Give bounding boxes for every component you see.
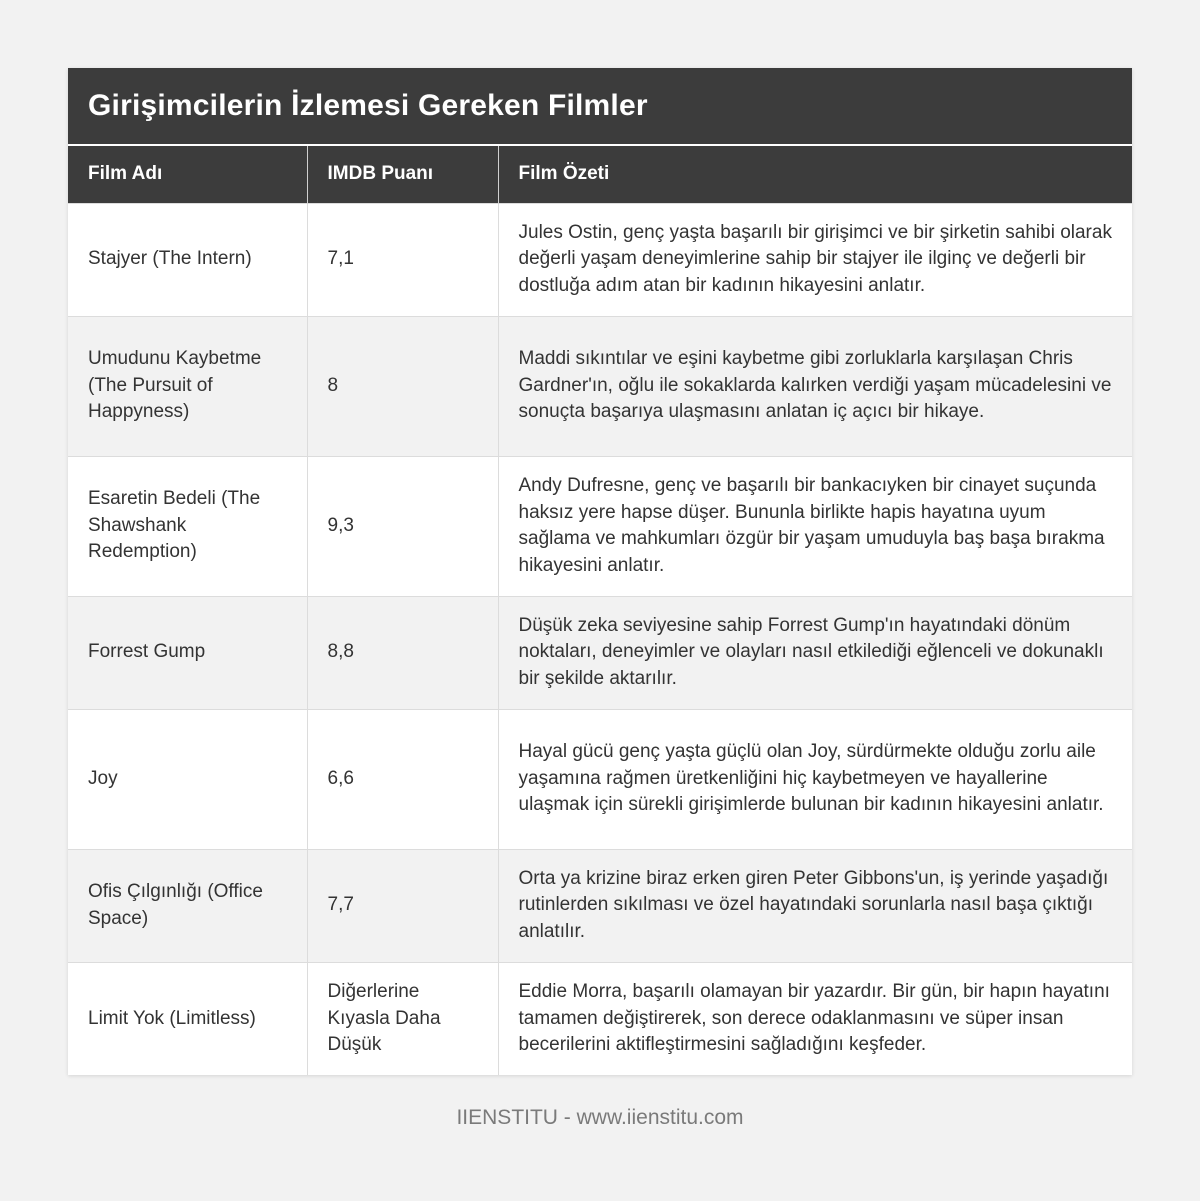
film-name-cell: Limit Yok (Limitless) <box>68 962 307 1075</box>
table-header-row <box>68 145 1132 203</box>
imdb-score-cell: 8 <box>307 316 498 456</box>
imdb-score-cell: 7,1 <box>307 203 498 316</box>
film-name-cell: Joy <box>68 709 307 849</box>
table-row <box>68 849 1132 962</box>
imdb-score-cell: 8,8 <box>307 596 498 709</box>
films-table <box>68 144 1132 1075</box>
film-summary-cell: Jules Ostin, genç yaşta başarılı bir girişimci ve bir şirketin sahibi olarak değerli yaşam deneyimlerine sahip bir stajyer ile ilginç ve değerli bir dostluğa adım atan bir kadının hikayesini anlatır. <box>498 203 1132 316</box>
film-name-cell: Stajyer (The Intern) <box>68 203 307 316</box>
imdb-score-cell: Diğerlerine Kıyasla Daha Düşük <box>307 962 498 1075</box>
imdb-score-cell: 6,6 <box>307 709 498 849</box>
film-summary-cell: Andy Dufresne, genç ve başarılı bir bankacıyken bir cinayet suçunda haksız yere hapse düşer. Bununla birlikte hapis hayatına uyum sağlama ve mahkumları özgür bir yaşam umuduyla baş başa bırakma hikayesini anlatır. <box>498 456 1132 596</box>
column-header-summary: Film Özeti <box>498 145 1132 203</box>
column-header-imdb: IMDB Puanı <box>307 145 498 203</box>
title-bar <box>68 68 1132 144</box>
film-name-cell: Ofis Çılgınlığı (Office Space) <box>68 849 307 962</box>
table-row <box>68 203 1132 316</box>
film-summary-cell: Hayal gücü genç yaşta güçlü olan Joy, sürdürmekte olduğu zorlu aile yaşamına rağmen üretkenliğini hiç kaybetmeyen ve hayallerine ulaşmak için sürekli girişimlerde bulunan bir kadının hikayesini anlatır. <box>498 709 1132 849</box>
films-card <box>68 68 1132 1075</box>
column-header-film: Film Adı <box>68 145 307 203</box>
table-row <box>68 962 1132 1075</box>
film-summary-cell: Orta ya krizine biraz erken giren Peter Gibbons'un, iş yerinde yaşadığı rutinlerden sıkılması ve özel hayatındaki sorunlarla nasıl başa çıktığı anlatılır. <box>498 849 1132 962</box>
film-summary-cell: Düşük zeka seviyesine sahip Forrest Gump'ın hayatındaki dönüm noktaları, deneyimler ve olayları nasıl etkilediği eğlenceli ve dokunaklı bir şekilde aktarılır. <box>498 596 1132 709</box>
table-row <box>68 596 1132 709</box>
footer-credit: IIENSTITU - www.iienstitu.com <box>456 1106 744 1129</box>
table-row <box>68 316 1132 456</box>
imdb-score-cell: 7,7 <box>307 849 498 962</box>
film-name-cell: Forrest Gump <box>68 596 307 709</box>
imdb-score-cell: 9,3 <box>307 456 498 596</box>
film-name-cell: Esaretin Bedeli (The Shawshank Redemption) <box>68 456 307 596</box>
page-title: Girişimcilerin İzlemesi Gereken Filmler <box>88 89 648 122</box>
table-row <box>68 456 1132 596</box>
film-summary-cell: Maddi sıkıntılar ve eşini kaybetme gibi zorluklarla karşılaşan Chris Gardner'ın, oğlu ile sokaklarda kalırken verdiği yaşam mücadelesini ve sonuçta başarıya ulaşmasını anlatan iç açıcı bir hikaye. <box>498 316 1132 456</box>
table-row <box>68 709 1132 849</box>
film-summary-cell: Eddie Morra, başarılı olamayan bir yazardır. Bir gün, bir hapın hayatını tamamen değiştirerek, son derece odaklanmasını ve süper insan becerilerini aktifleştirmesini sağladığını keşfeder. <box>498 962 1132 1075</box>
film-name-cell: Umudunu Kaybetme (The Pursuit of Happyness) <box>68 316 307 456</box>
